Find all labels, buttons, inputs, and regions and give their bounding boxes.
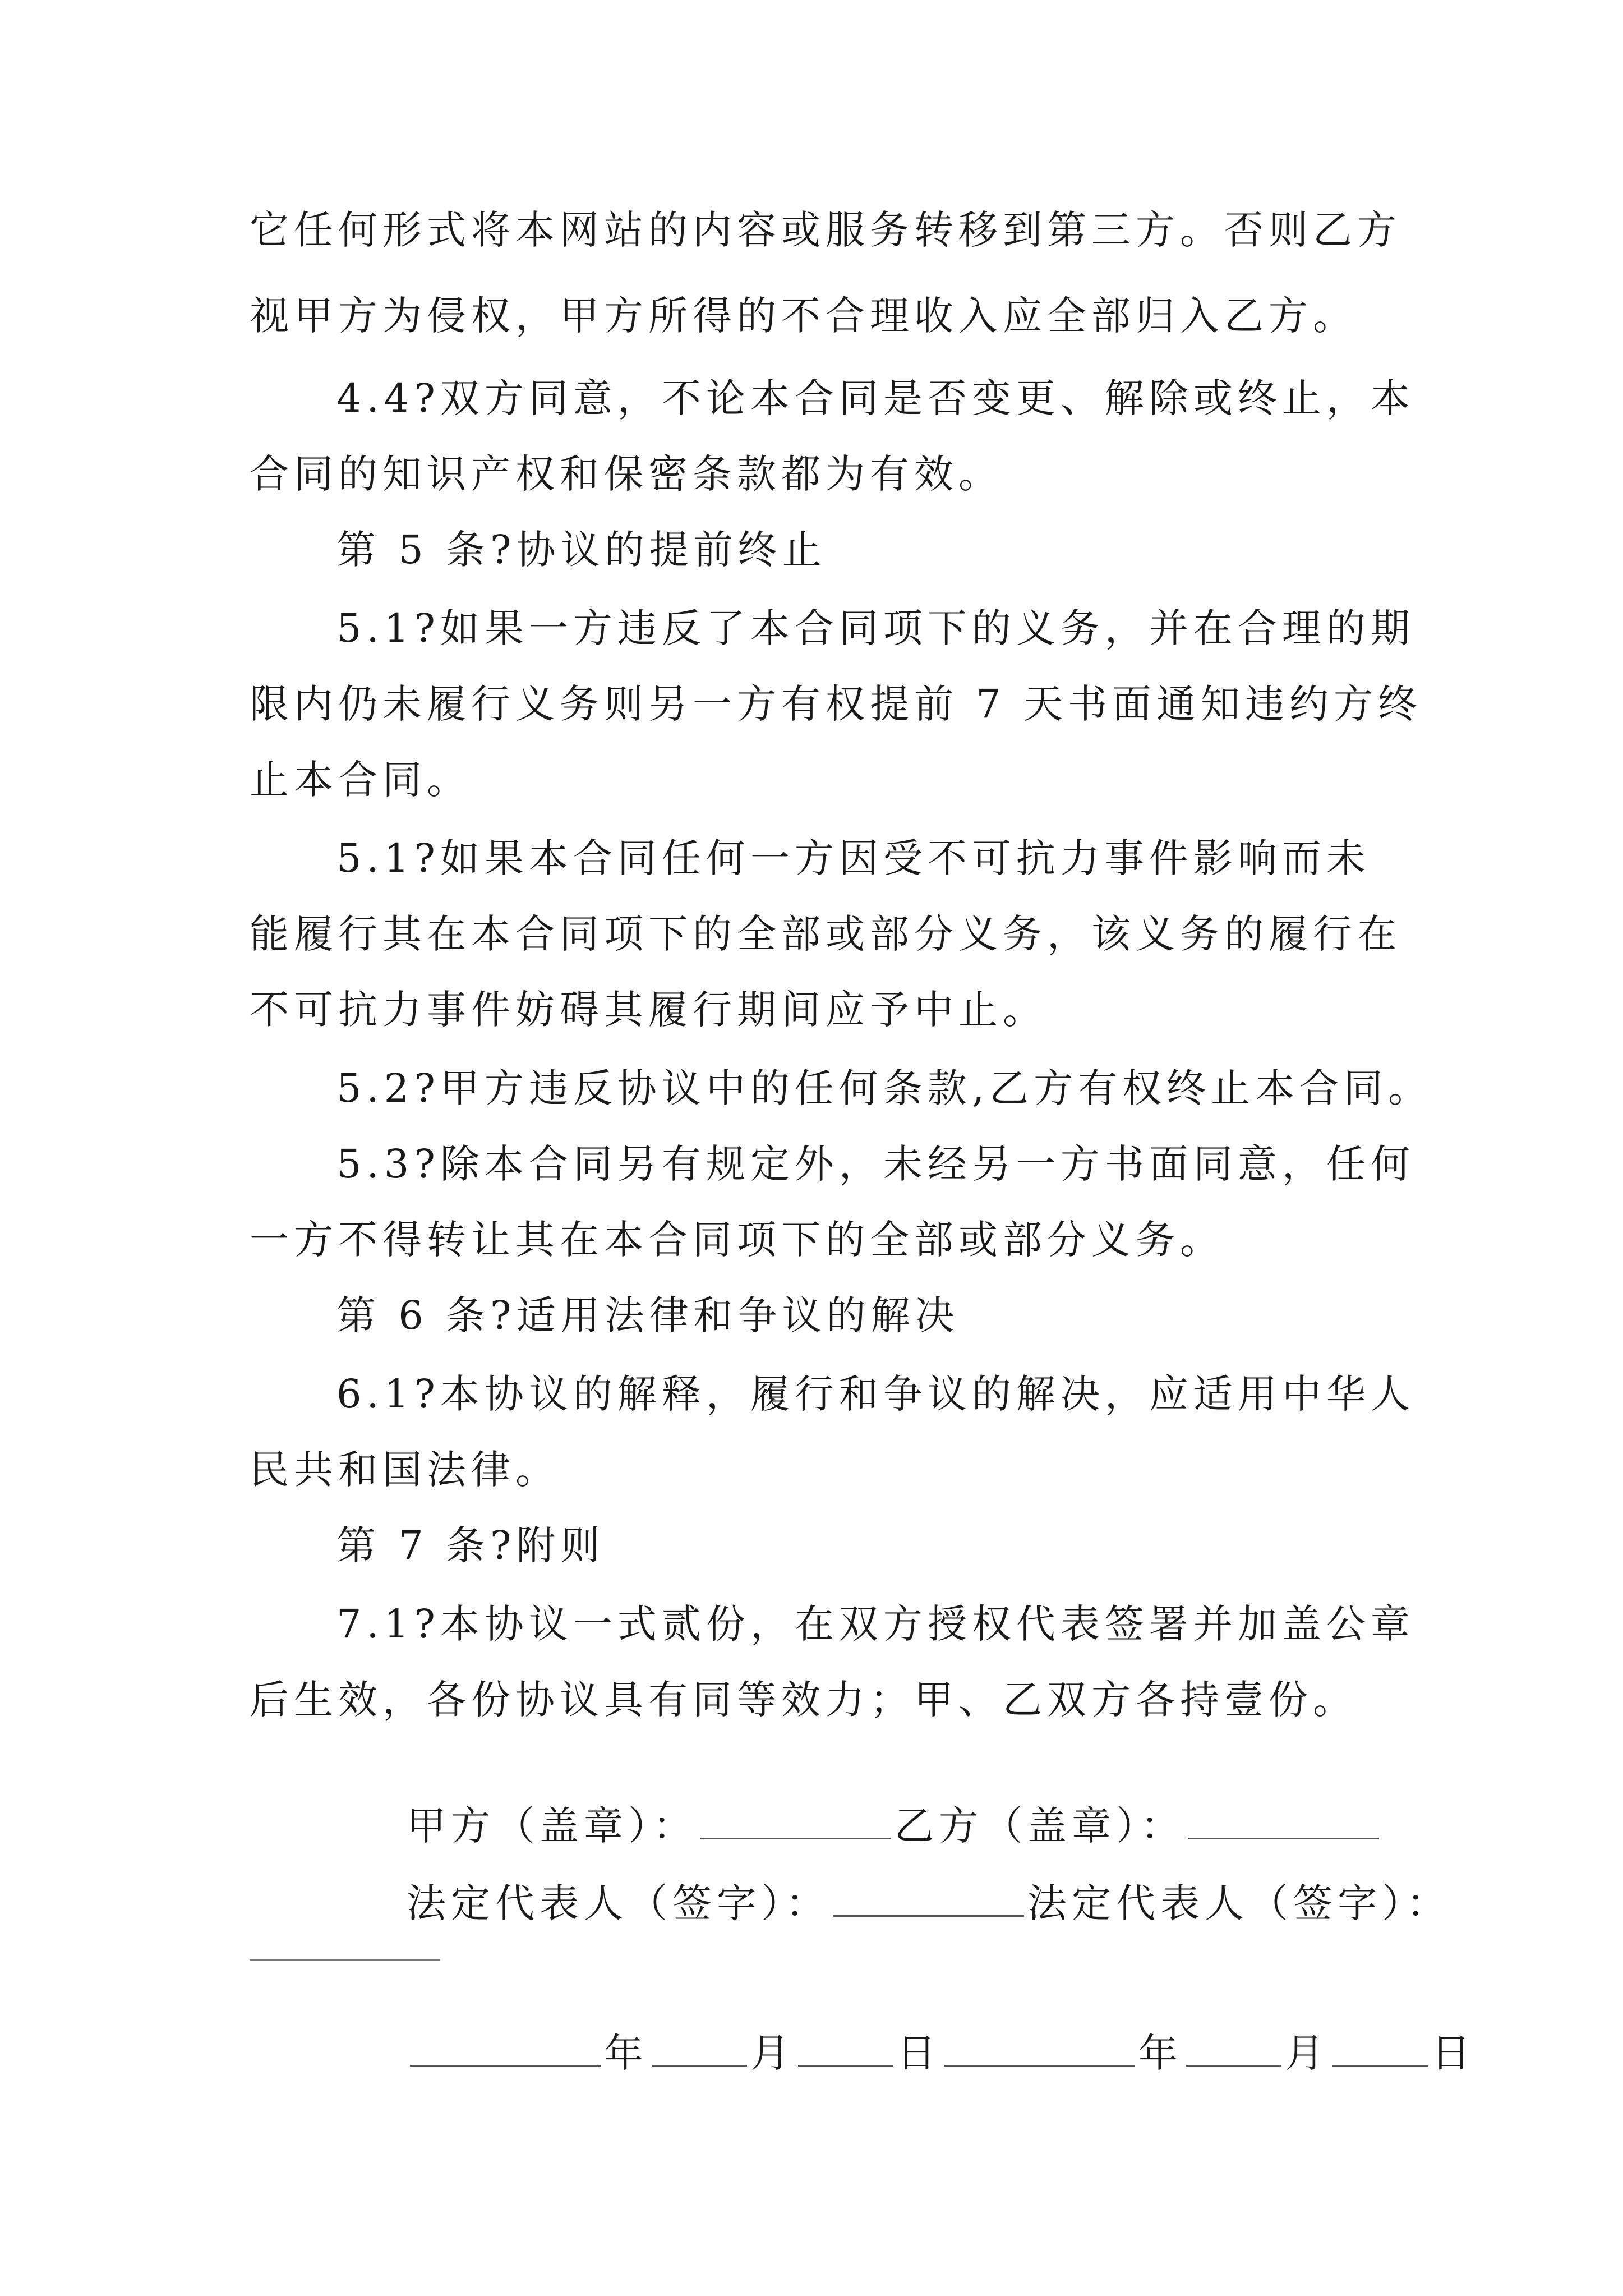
rep-a-sign-blank[interactable] [833,1881,1024,1917]
body-line: 后生效，各份协议具有同等效力；甲、乙双方各持壹份。 [250,1677,1357,1723]
date-b-month-blank[interactable] [1186,2031,1281,2067]
body-line: 民共和国法律。 [250,1447,560,1493]
body-line: 一方不得转让其在本合同项下的全部或部分义务。 [250,1217,1224,1263]
rep-a-sign-label: 法定代表人（签字）： [407,1880,831,1926]
month-label: 月 [750,2030,795,2076]
clause-line: 5.3?除本合同另有规定外，未经另一方书面同意，任何 [336,1141,1415,1187]
day-label: 日 [1431,2030,1476,2076]
body-line: 它任何形式将本网站的内容或服务转移到第三方。否则乙方 [250,207,1401,253]
body-line: 限内仍未履行义务则另一方有权提前 7 天书面通知违约方终 [250,681,1423,727]
date-a-month-blank[interactable] [652,2031,747,2067]
body-line: 止本合同。 [250,757,471,803]
body-line: 不可抗力事件妨碍其履行期间应予中止。 [250,987,1047,1033]
date-b-day-blank[interactable] [1332,2031,1428,2067]
clause-line: 6.1?本协议的解释，履行和争议的解决，应适用中华人 [336,1371,1415,1417]
clause-line: 5.1?如果本合同任何一方因受不可抗力事件影响而未 [336,835,1371,881]
month-label: 月 [1285,2030,1330,2076]
rep-b-sign-blank[interactable] [250,1959,440,1961]
clause-line: 4.4?双方同意，不论本合同是否变更、解除或终止，本 [336,375,1415,421]
clause-line: 7.1?本协议一式贰份，在双方授权代表签署并加盖公章 [336,1601,1415,1647]
day-label: 日 [897,2030,942,2076]
article-heading: 第 6 条?适用法律和争议的解决 [336,1292,960,1338]
party-b-seal-label: 乙方（盖章）： [895,1803,1186,1849]
date-a-day-blank[interactable] [798,2031,893,2067]
rep-b-sign-label: 法定代表人（签字）： [1027,1880,1451,1926]
date-b-year-blank[interactable] [944,2031,1135,2067]
date-a-year-blank[interactable] [410,2031,601,2067]
article-heading: 第 5 条?协议的提前终止 [336,527,827,573]
party-a-seal-label: 甲方（盖章）： [407,1803,698,1849]
clause-line: 5.2?甲方违反协议中的任何条款,乙方有权终止本合同。 [336,1065,1433,1111]
year-label: 年 [604,2030,649,2076]
body-line: 合同的知识产权和保密条款都为有效。 [250,451,1003,497]
signature-line [336,1828,1451,1979]
body-line: 能履行其在本合同项下的全部或部分义务，该义务的履行在 [250,911,1401,957]
body-line: 视甲方为侵权，甲方所得的不合理收入应全部归入乙方。 [250,293,1357,339]
article-heading: 第 7 条?附则 [336,1522,605,1568]
clause-line: 5.1?如果一方违反了本合同项下的义务，并在合理的期 [336,605,1415,651]
date-line [336,1977,1476,2129]
year-label: 年 [1138,2030,1183,2076]
